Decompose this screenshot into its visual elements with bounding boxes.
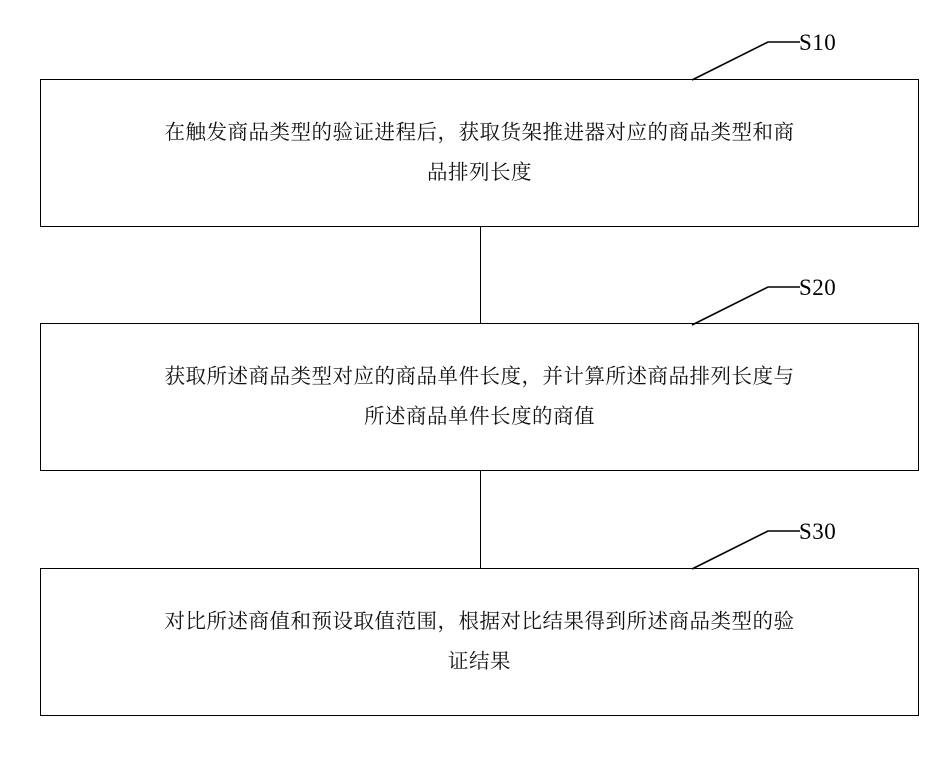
flow-step-text-s30: 对比所述商值和预设取值范围，根据对比结果得到所述商品类型的验 证结果 xyxy=(164,609,795,673)
flow-step-text-s10: 在触发商品类型的验证进程后，获取货架推进器对应的商品类型和商 品排列长度 xyxy=(164,120,795,184)
connector-s10-s20 xyxy=(480,227,481,323)
flow-step-label-s10: S10 xyxy=(799,30,837,55)
leader-line-s10 xyxy=(690,36,800,81)
connector-s20-s30 xyxy=(480,471,481,568)
leader-line-s30 xyxy=(690,525,800,570)
flow-step-text-s20: 获取所述商品类型对应的商品单件长度，并计算所述商品排列长度与 所述商品单件长度的商值 xyxy=(164,364,795,428)
flow-step-label-s20: S20 xyxy=(799,275,837,300)
flow-step-box-s20 xyxy=(40,323,919,471)
flow-step-box-s10 xyxy=(40,79,919,227)
flow-step-box-s30 xyxy=(40,568,919,716)
leader-line-s20 xyxy=(690,281,800,326)
flow-step-label-s30: S30 xyxy=(799,519,837,544)
